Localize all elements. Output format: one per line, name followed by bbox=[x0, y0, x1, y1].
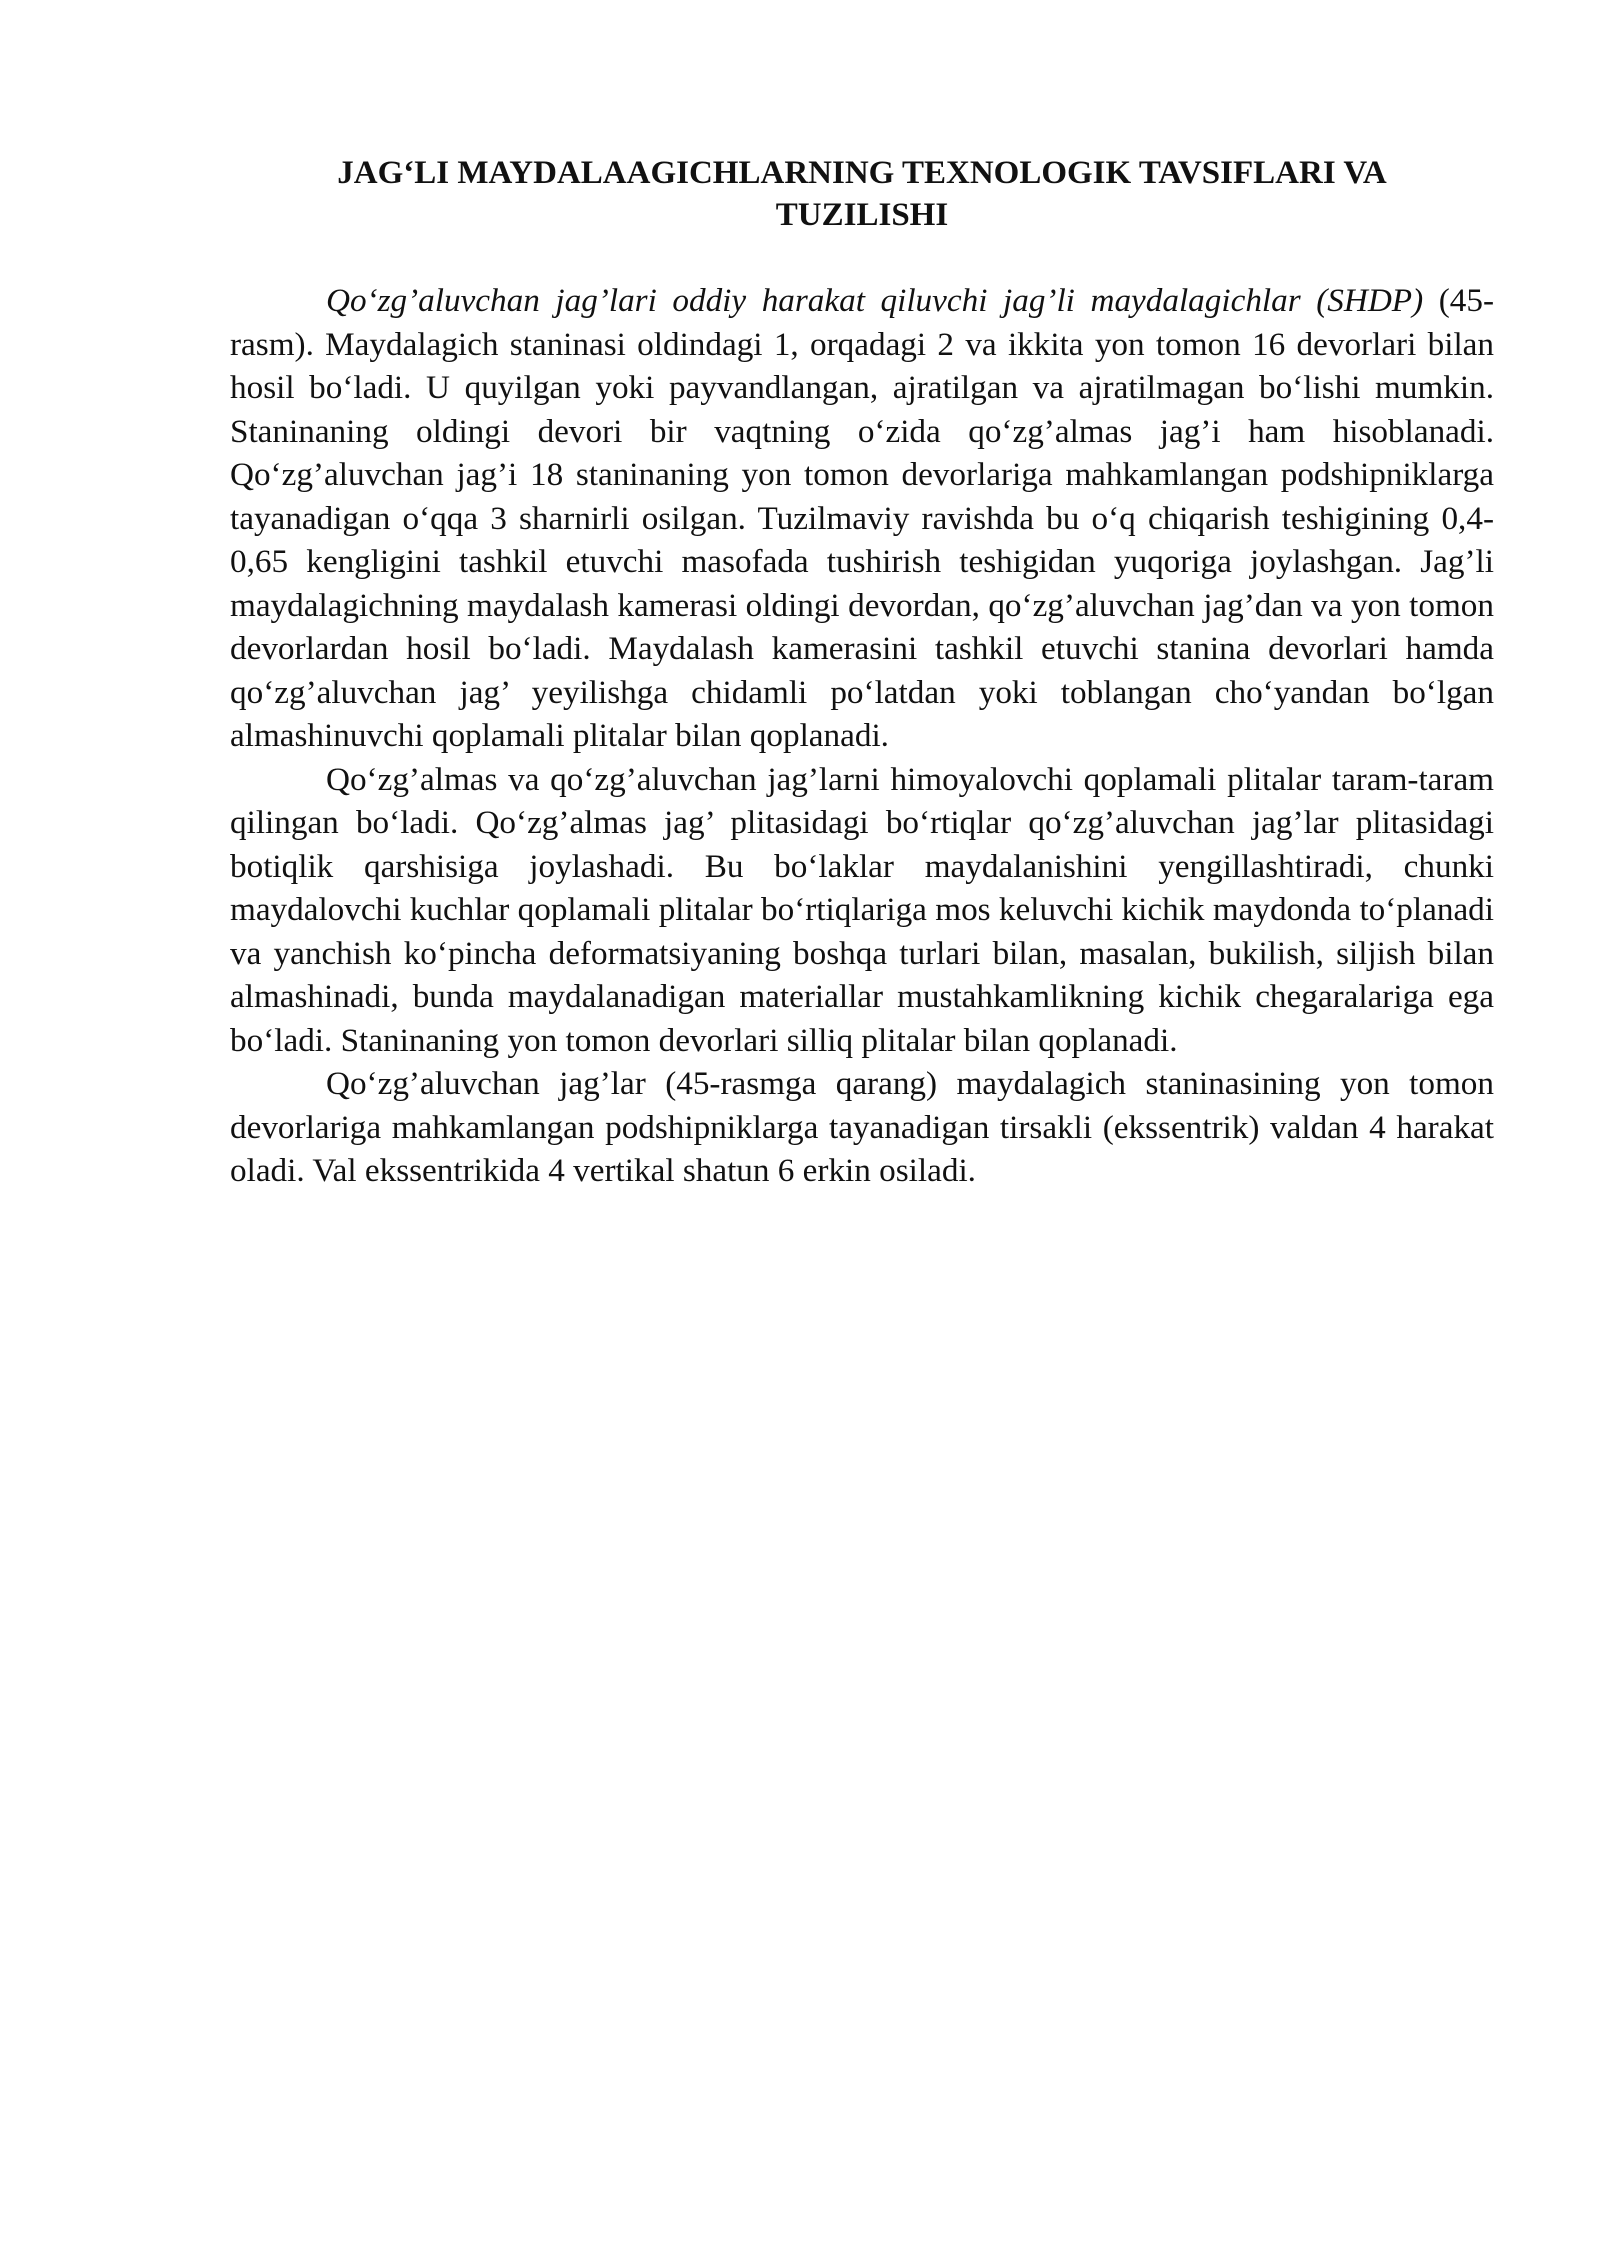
title-line-2: TUZILISHI bbox=[775, 197, 949, 233]
document-page bbox=[230, 152, 1494, 1193]
paragraph-2-text: Qo‘zg’almas va qo‘zg’aluvchan jag’larni himoyalovchi qoplamali plitalar taram-taram qilingan bo‘ladi. Qo‘zg’almas jag’ plitasidagi bo‘rtiqlar qo‘zg’aluvchan jag’lar plitasidagi botiqlik qarshisiga joylashadi. Bu bo‘laklar maydalanishini yengillashtiradi, chunki maydalovchi kuchlar qoplamali plitalar bo‘rtiqlariga mos keluvchi kichik maydonda to‘planadi va yanchish ko‘pincha deformatsiyaning boshqa turlari bilan, masalan, bukilish, siljish bilan almashinadi, bunda maydalanadigan materiallar mustahkamlikning kichik chegaralariga ega bo‘ladi. Staninaning yon tomon devorlari silliq plitalar bilan qoplanadi. bbox=[230, 760, 1494, 1059]
title-line-1: JAG‘LI MAYDALAAGICHLARNING TEXNOLOGIK TAVSIFLARI VA bbox=[337, 155, 1387, 191]
paragraph-3 bbox=[230, 1062, 1494, 1193]
paragraph-1 bbox=[230, 279, 1494, 758]
document-body bbox=[230, 279, 1494, 1193]
paragraph-1-italic-lead: Qo‘zg’aluvchan jag’lari oddiy harakat qiluvchi jag’li maydalagichlar (SHDP) bbox=[326, 282, 1424, 319]
paragraph-3-text: Qo‘zg’aluvchan jag’lar (45-rasmga qarang) maydalagich staninasining yon tomon devorlariga mahkamlangan podshipniklarga tayanadigan tirsakli (ekssentrik) valdan 4 harakat oladi. Val ekssentrikida 4 vertikal shatun 6 erkin osiladi. bbox=[230, 1065, 1494, 1189]
document-title bbox=[230, 152, 1494, 236]
paragraph-2 bbox=[230, 758, 1494, 1063]
paragraph-1-text: (45-rasm). Maydalagich staninasi oldindagi 1, orqadagi 2 va ikkita yon tomon 16 devorlari bilan hosil bo‘ladi. U quyilgan yoki payvandlangan, ajratilgan va ajratilmagan bo‘lishi mumkin. Staninaning oldingi devori bir vaqtning o‘zida qo‘zg’almas jag’i ham hisoblanadi. Qo‘zg’aluvchan jag’i 18 staninaning yon tomon devorlariga mahkamlangan podshipniklarga tayanadigan o‘qqa 3 sharnirli osilgan. Tuzilmaviy ravishda bu o‘q chiqarish teshigining 0,4-0,65 kengligini tashkil etuvchi masofada tushirish teshigidan yuqoriga joylashgan. Jag’li maydalagichning maydalash kamerasi oldingi devordan, qo‘zg’aluvchan jag’dan va yon tomon devorlardan hosil bo‘ladi. Maydalash kamerasini tashkil etuvchi stanina devorlari hamda qo‘zg’aluvchan jag’ yeyilishga chidamli po‘latdan yoki toblangan cho‘yandan bo‘lgan almashinuvchi qoplamali plitalar bilan qoplanadi. bbox=[230, 282, 1494, 754]
